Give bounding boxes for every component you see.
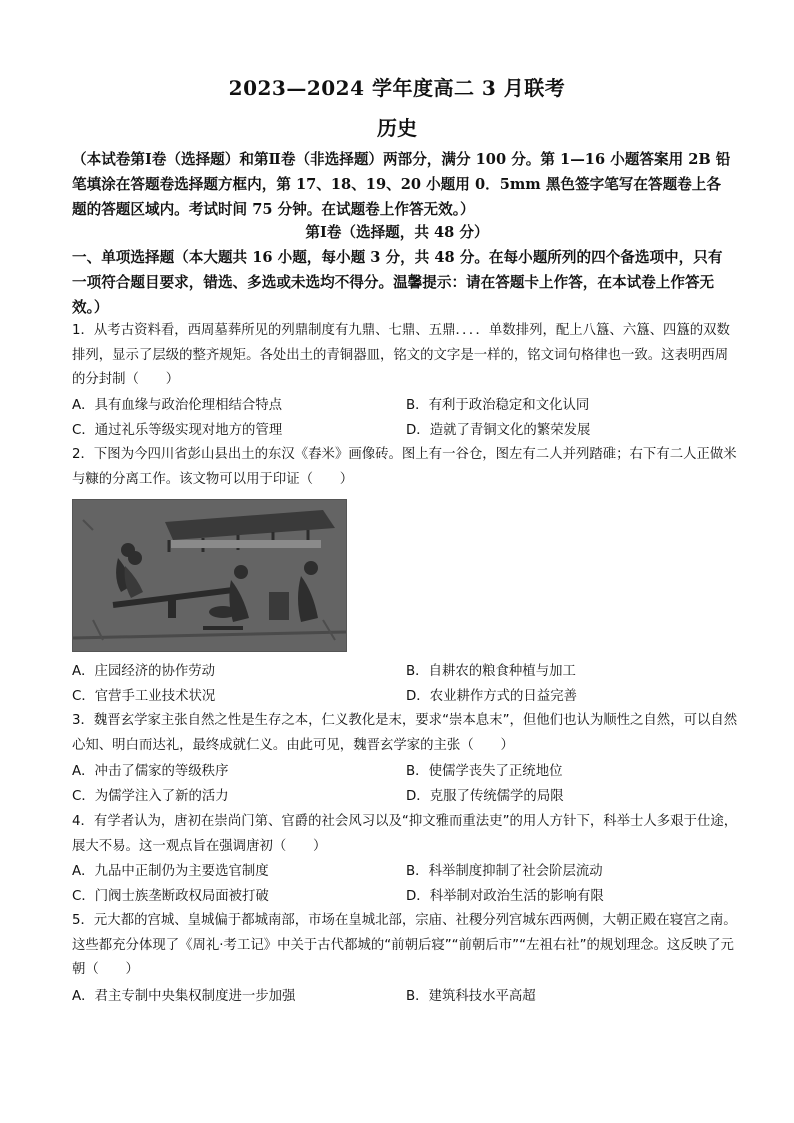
rice-pounding-brick-image	[72, 499, 347, 652]
option-d: D．造就了青铜文化的繁荣发展	[406, 422, 591, 438]
option-a: A．冲击了儒家的等级秩序	[72, 764, 229, 779]
question-3-options	[72, 760, 740, 809]
option-a: A．具有血缘与政治伦理相结合特点	[72, 398, 283, 413]
question-5-stem: 5．元大都的宫城、皇城偏于都城南部，市场在皇城北部，宗庙、社稷分列宫城东西两侧，大朝正殿在寝宫之南。这些都充分体现了《周礼·考工记》中关于古代都城的“前朝后寝”“前朝后市”“左祖右社”的规划理念。这反映了元朝（ ）	[72, 913, 737, 977]
option-c: C．为儒学注入了新的活力	[72, 788, 229, 804]
option-b: B．有利于政治稳定和文化认同	[406, 398, 590, 413]
option-b: B．科举制度抑制了社会阶层流动	[406, 864, 603, 879]
section-intro: 一、单项选择题（本大题共 16 小题，每小题 3 分，共 48 分。在每小题所列的四个备选项中，只有一项符合题目要求，错选、多选或未选均不得分。温馨提示：请在答题卡上作答，在本试卷上作答无效。）	[72, 249, 723, 316]
option-d: D．克服了传统儒学的局限	[406, 788, 564, 804]
exam-title: 2023—2024 学年度高二 3 月联考	[228, 76, 566, 100]
question-5-options	[72, 985, 740, 1010]
part-one-title: 第Ⅰ卷（选择题，共 48 分）	[305, 224, 489, 241]
subject-title: 历史	[377, 116, 417, 140]
option-d: D．科举制对政治生活的影响有限	[406, 888, 604, 904]
question-2-stem: 2．下图为今四川省彭山县出土的东汉《舂米》画像砖。图上有一谷仓，图左有二人并列踏碓；右下有二人正做米与糠的分离工作。该文物可以用于印证（ ）	[72, 447, 737, 487]
question-1-options	[72, 394, 740, 443]
option-c: C．门阀士族垄断政权局面被打破	[72, 888, 269, 904]
option-b: B．自耕农的粮食种植与加工	[406, 664, 576, 679]
option-b: B．使儒学丧失了正统地位	[406, 764, 563, 779]
option-a: A．庄园经济的协作劳动	[72, 664, 216, 679]
option-a: A．君主专制中央集权制度进一步加强	[72, 989, 296, 1004]
question-1-stem: 1．从考古资料看，西周墓葬所见的列鼎制度有九鼎、七鼎、五鼎．．．．单数排列，配上八簋、六簋、四簋的双数排列，显示了层级的整齐规矩。各处出土的青铜器皿，铭文的文字是一样的，铭文词句格律也一致。这表明西周的分封制（ ）	[72, 323, 730, 387]
question-3-stem: 3．魏晋玄学家主张自然之性是生存之本，仁义教化是末，要求“崇本息末”，但他们也认为顺性之自然，可以自然心知、明白而达礼，最终成就仁义。由此可见，魏晋玄学家的主张（ ）	[72, 713, 738, 753]
rice-pounding-brick-picture	[73, 500, 346, 651]
option-c: C．通过礼乐等级实现对地方的管理	[72, 422, 283, 438]
option-c: C．官营手工业技术状况	[72, 688, 216, 704]
question-2-options	[72, 660, 740, 709]
question-4-options	[72, 860, 740, 909]
option-d: D．农业耕作方式的日益完善	[406, 688, 577, 704]
option-a: A．九品中正制仍为主要选官制度	[72, 864, 269, 879]
exam-notice: （本试卷第Ⅰ卷（选择题）和第Ⅱ卷（非选择题）两部分，满分 100 分。第 1—16 小题答案用 2B 铅笔填涂在答题卷选择题方框内，第 17、18、19、20 小题用 0．5mm 黑色签字笔写在答题卷上各题的答题区域内。考试时间 75 分钟。在试题卷上作答无效。）	[72, 151, 731, 218]
question-4-stem: 4．有学者认为，唐初在崇尚门第、官爵的社会风习以及“抑文雅而重法吏”的用人方针下，科举士人多艰于仕途，展大不易。这一观点旨在强调唐初（ ）	[72, 814, 738, 854]
option-b: B．建筑科技水平高超	[406, 989, 536, 1004]
